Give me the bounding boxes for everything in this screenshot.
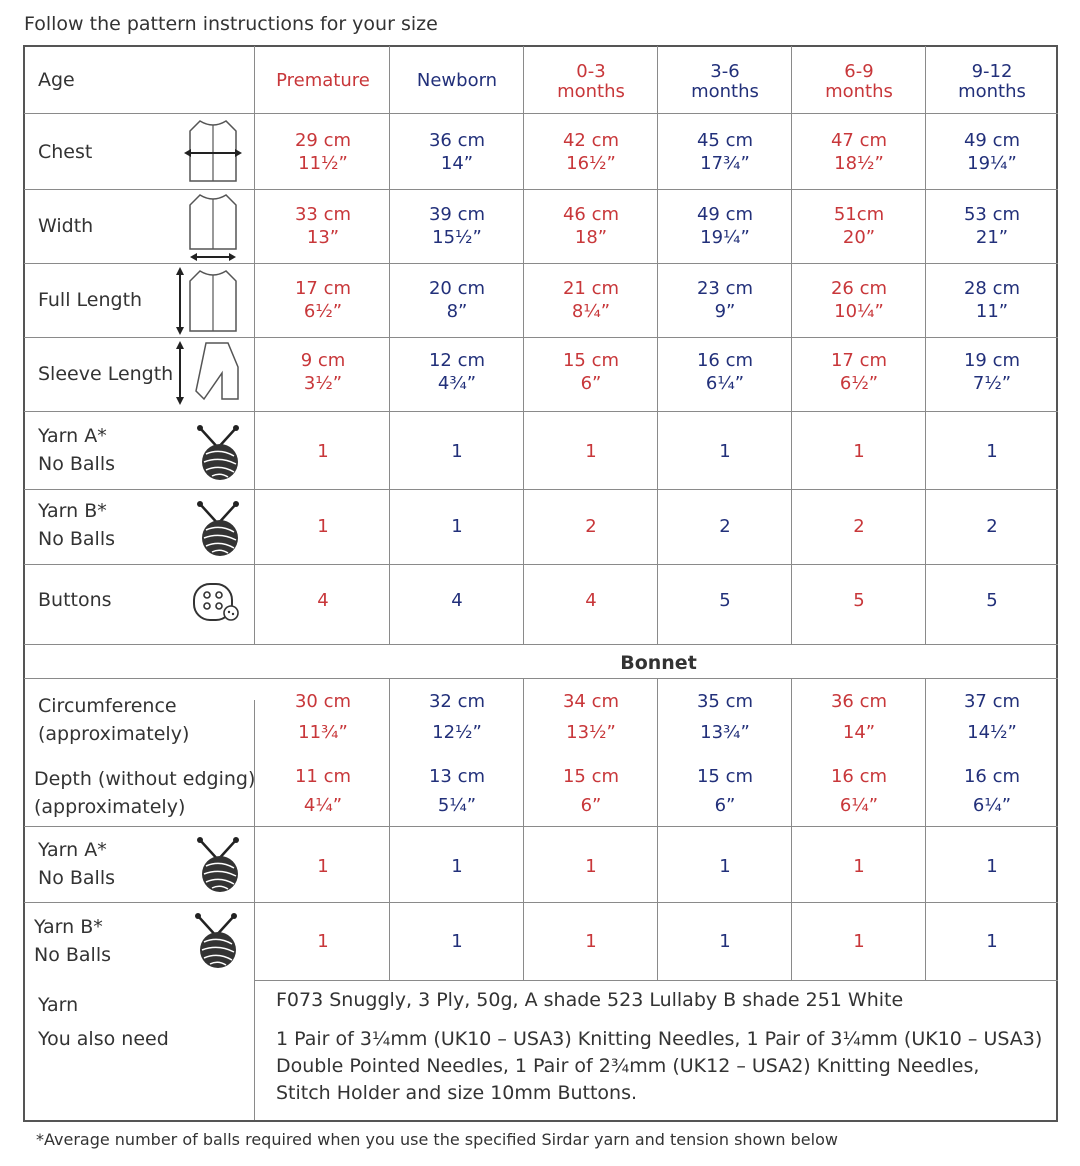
length-0-3: 21 cm 8¼” (562, 278, 620, 322)
length-premature: 17 cm 6½” (294, 278, 352, 322)
row-label-yarn-b: Yarn B* No Balls (38, 500, 116, 550)
yarn-label: Yarn (38, 994, 79, 1016)
bonnet-section-title: Bonnet (620, 652, 697, 674)
width-premature: 33 cm 13” (294, 204, 352, 248)
circ-6-9: 36 cm 14” (830, 691, 888, 743)
bonnet-label-yarn-b: Yarn B* No Balls (34, 916, 112, 966)
length-3-6: 23 cm 9” (696, 278, 754, 322)
chest-3-6: 45 cm 17¾” (696, 130, 754, 174)
col-header-premature: Premature (276, 70, 370, 91)
cardigan-width-icon (182, 191, 244, 263)
row-divider (24, 337, 1058, 338)
button-icon (191, 581, 243, 623)
chest-newborn: 36 cm 14” (428, 130, 486, 174)
yarn-ball-icon (192, 496, 244, 562)
row-divider (24, 644, 1058, 645)
row-divider (24, 826, 1058, 827)
circ-newborn: 32 cm 12½” (428, 691, 486, 743)
sleeve-3-6: 16 cm 6¼” (696, 350, 754, 394)
col-header-3-6: 3-6 months (691, 61, 759, 102)
depth-3-6: 15 cm 6” (696, 766, 754, 816)
buttons-premature: 4 (317, 590, 329, 611)
bonnet-yarn-a-0-3: 1 (585, 856, 597, 877)
bonnet-yarn-b-0-3: 1 (585, 931, 597, 952)
row-label-width: Width (38, 215, 94, 237)
col-header-0-3: 0-3 months (557, 61, 625, 102)
buttons-3-6: 5 (719, 590, 731, 611)
cardigan-chest-icon (182, 117, 244, 187)
yarn-a-3-6: 1 (719, 441, 731, 462)
col-header-9-12: 9-12 months (958, 61, 1026, 102)
row-label-circumference: Circumference (approximately) (38, 695, 190, 745)
bonnet-yarn-a-6-9: 1 (853, 856, 865, 877)
yarn-a-9-12: 1 (986, 441, 998, 462)
row-divider (24, 902, 1058, 903)
bonnet-yarn-b-3-6: 1 (719, 931, 731, 952)
bonnet-yarn-a-9-12: 1 (986, 856, 998, 877)
yarn-a-6-9: 1 (853, 441, 865, 462)
also-need-text: 1 Pair of 3¼mm (UK10 – USA3) Knitting Needles, 1 Pair of 3¼mm (UK10 – USA3) Double Pointed Needles, 1 Pair of 2¾mm (UK12 – USA2) Knitting Needles, Stitch Holder and size 10mm Buttons. (276, 1028, 1043, 1104)
row-divider (24, 263, 1058, 264)
age-label: Age (38, 69, 75, 91)
row-label-chest: Chest (38, 141, 93, 163)
column-divider (254, 46, 255, 644)
circ-3-6: 35 cm 13¾” (696, 691, 754, 743)
circ-premature: 30 cm 11¾” (294, 691, 352, 743)
row-label-sleeve-length: Sleeve Length (38, 363, 174, 385)
row-divider (24, 564, 1058, 565)
yarn-info-text: F073 Snuggly, 3 Ply, 50g, A shade 523 Lullaby B shade 251 White (276, 989, 904, 1011)
chest-9-12: 49 cm 19¼” (963, 130, 1021, 174)
length-9-12: 28 cm 11” (963, 278, 1021, 322)
cardigan-length-icon (168, 265, 244, 337)
buttons-6-9: 5 (853, 590, 865, 611)
row-label-buttons: Buttons (38, 589, 112, 611)
row-divider (254, 980, 1058, 981)
depth-0-3: 15 cm 6” (562, 766, 620, 816)
yarn-ball-icon (192, 832, 244, 898)
circ-9-12: 37 cm 14½” (963, 691, 1021, 743)
bonnet-yarn-b-6-9: 1 (853, 931, 865, 952)
circ-0-3: 34 cm 13½” (562, 691, 620, 743)
depth-9-12: 16 cm 6¼” (963, 766, 1021, 816)
yarn-b-newborn: 1 (451, 516, 463, 537)
chest-0-3: 42 cm 16½” (562, 130, 620, 174)
yarn-a-newborn: 1 (451, 441, 463, 462)
sleeve-newborn: 12 cm 4¾” (428, 350, 486, 394)
yarn-b-premature: 1 (317, 516, 329, 537)
yarn-a-0-3: 1 (585, 441, 597, 462)
row-label-depth: Depth (without edging) (approximately) (34, 768, 256, 818)
sleeve-length-icon (168, 339, 244, 409)
bonnet-yarn-b-premature: 1 (317, 931, 329, 952)
row-divider (24, 411, 1058, 412)
depth-premature: 11 cm 4¼” (294, 766, 352, 816)
bonnet-yarn-b-newborn: 1 (451, 931, 463, 952)
row-divider (24, 489, 1058, 490)
row-label-full-length: Full Length (38, 289, 143, 311)
bonnet-yarn-b-9-12: 1 (986, 931, 998, 952)
width-6-9: 51cm 20” (833, 204, 885, 248)
length-newborn: 20 cm 8” (428, 278, 486, 322)
bonnet-yarn-a-premature: 1 (317, 856, 329, 877)
col-header-6-9: 6-9 months (825, 61, 893, 102)
footnote: *Average number of balls required when you use the specified Sirdar yarn and tension shown below (36, 1130, 838, 1149)
width-3-6: 49 cm 19¼” (696, 204, 754, 248)
yarn-ball-icon (190, 908, 242, 974)
also-need-label: You also need (38, 1028, 169, 1050)
buttons-newborn: 4 (451, 590, 463, 611)
sleeve-9-12: 19 cm 7½” (963, 350, 1021, 394)
bonnet-label-yarn-a: Yarn A* No Balls (38, 839, 116, 889)
column-divider (254, 700, 255, 1120)
yarn-b-6-9: 2 (853, 516, 865, 537)
sleeve-0-3: 15 cm 6” (562, 350, 620, 394)
chest-6-9: 47 cm 18½” (830, 130, 888, 174)
width-9-12: 53 cm 21” (963, 204, 1021, 248)
length-6-9: 26 cm 10¼” (830, 278, 888, 322)
sleeve-premature: 9 cm 3½” (300, 350, 346, 394)
col-header-newborn: Newborn (416, 70, 498, 91)
buttons-9-12: 5 (986, 590, 998, 611)
row-divider (24, 113, 1058, 114)
page-heading: Follow the pattern instructions for your size (24, 13, 438, 35)
depth-newborn: 13 cm 5¼” (428, 766, 486, 816)
row-label-yarn-a: Yarn A* No Balls (38, 425, 116, 475)
yarn-a-premature: 1 (317, 441, 329, 462)
bonnet-yarn-a-3-6: 1 (719, 856, 731, 877)
buttons-0-3: 4 (585, 590, 597, 611)
width-0-3: 46 cm 18” (562, 204, 620, 248)
yarn-b-9-12: 2 (986, 516, 998, 537)
chest-premature: 29 cm 11½” (294, 130, 352, 174)
depth-6-9: 16 cm 6¼” (830, 766, 888, 816)
sleeve-6-9: 17 cm 6½” (830, 350, 888, 394)
yarn-b-0-3: 2 (585, 516, 597, 537)
bonnet-yarn-a-newborn: 1 (451, 856, 463, 877)
width-newborn: 39 cm 15½” (428, 204, 486, 248)
row-divider (24, 678, 1058, 679)
row-divider (24, 189, 1058, 190)
yarn-b-3-6: 2 (719, 516, 731, 537)
yarn-ball-icon (192, 420, 244, 486)
